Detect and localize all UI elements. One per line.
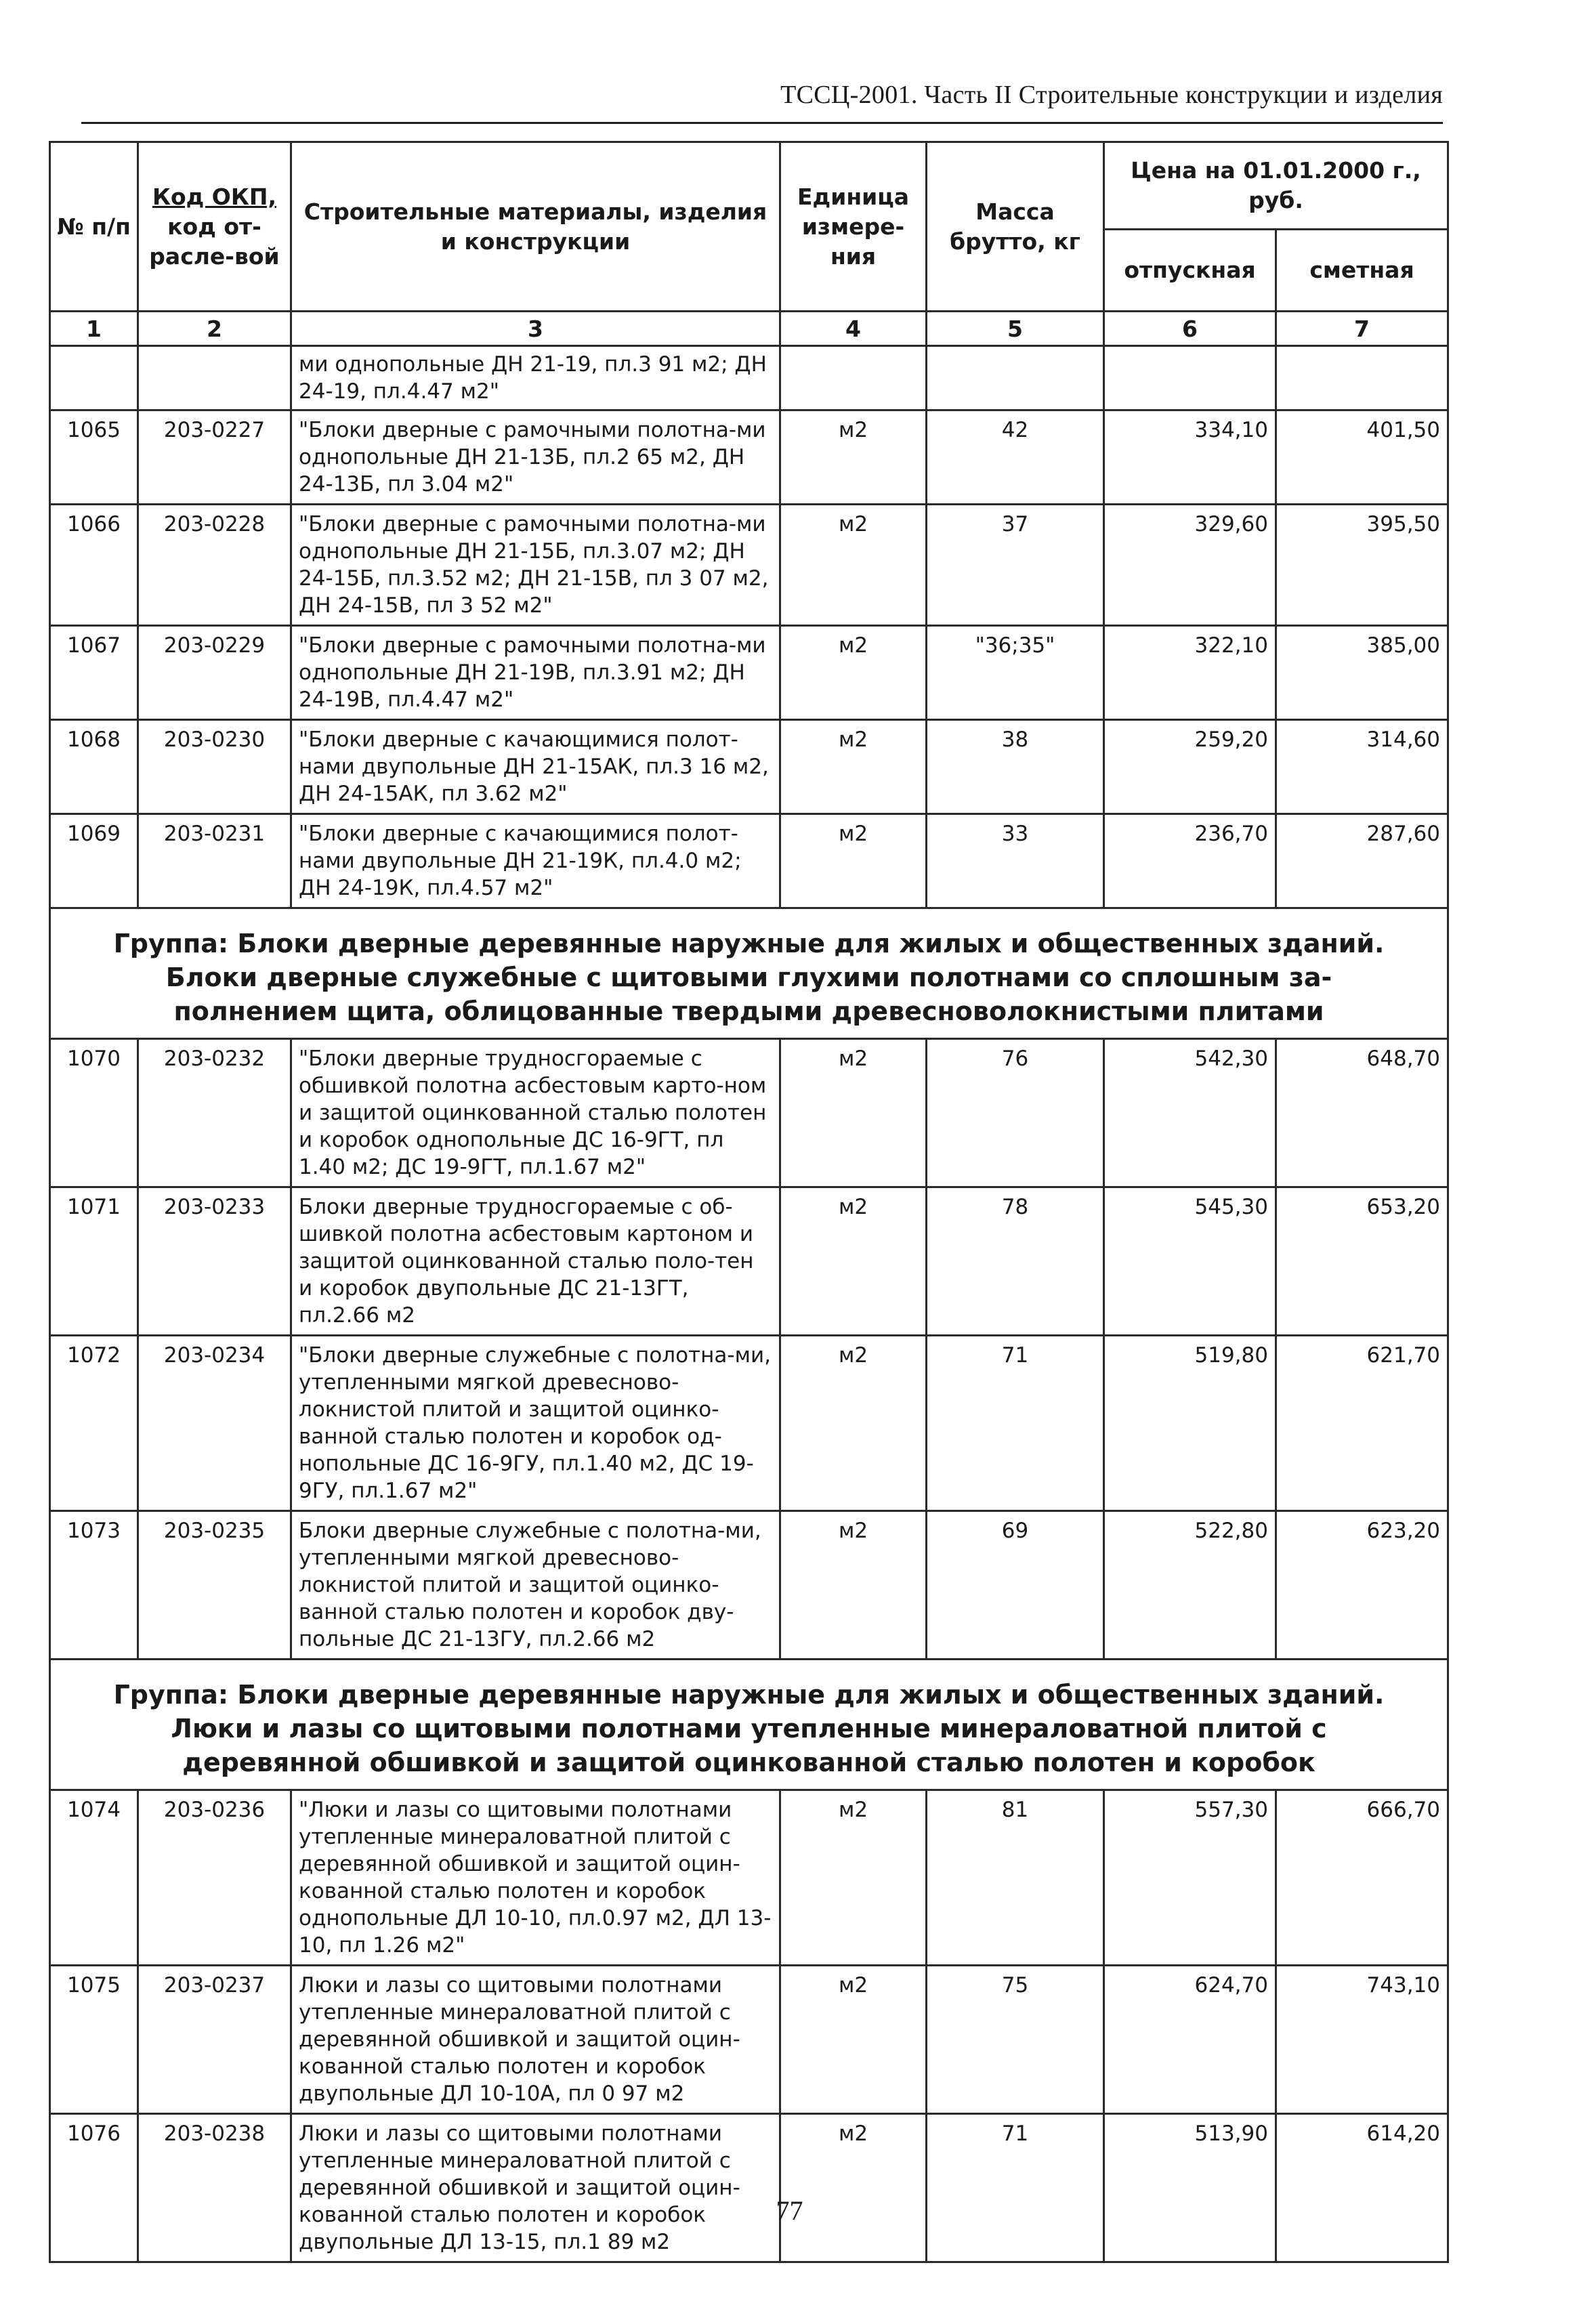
group-heading-line: Группа: Блоки дверные деревянные наружные для жилых и общественных зданий.: [113, 929, 1385, 958]
okp-code: 203-0230: [138, 720, 291, 814]
row-number: 1068: [50, 720, 138, 814]
price-release: 557,30: [1104, 1790, 1276, 1966]
mass: 71: [927, 2114, 1104, 2262]
material-name: "Блоки дверные трудносгораемые с обшивкой полотна асбестовым карто-ном и защитой оцинкованной сталью полотен и коробок однопольные ДС 16-9ГТ, пл 1.40 м2; ДС 19-9ГТ, пл.1.67 м2": [291, 1039, 780, 1187]
mass: 69: [927, 1511, 1104, 1660]
unit: м2: [780, 1511, 927, 1660]
unit: м2: [780, 1187, 927, 1336]
price-release: 236,70: [1104, 814, 1276, 908]
unit: м2: [780, 1966, 927, 2114]
unit: м2: [780, 505, 927, 626]
unit: м2: [780, 410, 927, 505]
material-name: Люки и лазы со щитовыми полотнами утепленные минераловатной плитой с деревянной обшивкой и защитой оцин-кованной сталью полотен и коробок двупольные ДЛ 10-10А, пл 0 97 м2: [291, 1966, 780, 2114]
continuation-text: ми однопольные ДН 21-19, пл.3 91 м2; ДН 24-19, пл.4.47 м2": [291, 346, 780, 410]
row-number: 1072: [50, 1336, 138, 1511]
col-number: 6: [1104, 312, 1276, 346]
mass: 75: [927, 1966, 1104, 2114]
group-heading-line: Блоки дверные служебные с щитовыми глухими полотнами со сплошным за-: [165, 963, 1332, 992]
group-heading-line: Люки и лазы со щитовыми полотнами утепленные минераловатной плитой с: [171, 1714, 1327, 1744]
row-number: 1065: [50, 410, 138, 505]
mass: 71: [927, 1336, 1104, 1511]
price-estimate: 385,00: [1276, 626, 1448, 720]
group-heading-line: Группа: Блоки дверные деревянные наружные для жилых и общественных зданий.: [113, 1680, 1385, 1710]
group-heading: [50, 1660, 1448, 1790]
row-number: 1066: [50, 505, 138, 626]
group-heading-line: полнением щита, облицованные твердыми древесноволокнистыми плитами: [173, 996, 1324, 1026]
table-row: [50, 1336, 1448, 1511]
col-unit-header: Единица измере-ния: [780, 142, 927, 312]
table-row: [50, 410, 1448, 505]
unit: м2: [780, 1039, 927, 1187]
mass: 38: [927, 720, 1104, 814]
continuation-row: [50, 346, 1448, 410]
mass: "36;35": [927, 626, 1104, 720]
price-release: 322,10: [1104, 626, 1276, 720]
material-name: "Люки и лазы со щитовыми полотнами утепленные минераловатной плитой с деревянной обшивкой и защитой оцин-кованной сталью полотен и коробок однопольные ДЛ 10-10, пл.0.97 м2, ДЛ 13-10, пл 1.26 м2": [291, 1790, 780, 1966]
table-row: [50, 1966, 1448, 2114]
price-estimate: 653,20: [1276, 1187, 1448, 1336]
unit: м2: [780, 814, 927, 908]
page-number: 77: [776, 2195, 803, 2226]
col-number: 7: [1276, 312, 1448, 346]
material-name: "Блоки дверные с качающимися полот-нами двупольные ДН 21-15АК, пл.3 16 м2, ДН 24-15АК, пл 3.62 м2": [291, 720, 780, 814]
row-number: 1073: [50, 1511, 138, 1660]
col-okp-header: [138, 142, 291, 312]
price-estimate: 401,50: [1276, 410, 1448, 505]
price-release: 519,80: [1104, 1336, 1276, 1511]
unit: м2: [780, 2114, 927, 2262]
group-heading-line: деревянной обшивкой и защитой оцинкованной сталью полотен и коробок: [182, 1748, 1315, 1777]
group-heading-row: [50, 1660, 1448, 1790]
table-row: [50, 1790, 1448, 1966]
row-number: 1067: [50, 626, 138, 720]
material-name: Блоки дверные трудносгораемые с об-шивкой полотна асбестовым картоном и защитой оцинкованной сталью поло-тен и коробок двупольные ДС 21-13ГТ, пл.2.66 м2: [291, 1187, 780, 1336]
price-release: 545,30: [1104, 1187, 1276, 1336]
material-name: "Блоки дверные с рамочными полотна-ми однопольные ДН 21-15Б, пл.3.07 м2; ДН 24-15Б, пл.3.52 м2; ДН 21-15В, пл 3 07 м2, ДН 24-15В, пл 3 52 м2": [291, 505, 780, 626]
price-release: 329,60: [1104, 505, 1276, 626]
row-number: 1074: [50, 1790, 138, 1966]
table-row: [50, 1187, 1448, 1336]
okp-code: 203-0231: [138, 814, 291, 908]
row-number: 1069: [50, 814, 138, 908]
material-name: "Блоки дверные с качающимися полот-нами двупольные ДН 21-19К, пл.4.0 м2; ДН 24-19К, пл.4.57 м2": [291, 814, 780, 908]
row-number: 1071: [50, 1187, 138, 1336]
okp-code-label: Код ОКП,: [152, 183, 276, 210]
price-estimate: 614,20: [1276, 2114, 1448, 2262]
page-header: [81, 80, 1443, 124]
mass: 76: [927, 1039, 1104, 1187]
okp-code: 203-0234: [138, 1336, 291, 1511]
col-number: 1: [50, 312, 138, 346]
row-number: 1075: [50, 1966, 138, 2114]
header-row-1: [50, 142, 1448, 230]
price-release: 624,70: [1104, 1966, 1276, 2114]
price-estimate: 743,10: [1276, 1966, 1448, 2114]
col-price-release-header: отпускная: [1104, 230, 1276, 312]
group-heading: [50, 908, 1448, 1039]
col-number: 5: [927, 312, 1104, 346]
unit: м2: [780, 1790, 927, 1966]
okp-code: 203-0237: [138, 1966, 291, 2114]
row-number: 1076: [50, 2114, 138, 2262]
mass: 37: [927, 505, 1104, 626]
okp-code: 203-0227: [138, 410, 291, 505]
okp-code: 203-0233: [138, 1187, 291, 1336]
price-estimate: 623,20: [1276, 1511, 1448, 1660]
table-row: [50, 1511, 1448, 1660]
table-row: [50, 505, 1448, 626]
price-release: 259,20: [1104, 720, 1276, 814]
col-number: 2: [138, 312, 291, 346]
table-row: [50, 2114, 1448, 2262]
material-name: "Блоки дверные служебные с полотна-ми, утепленными мягкой древесново-локнистой плитой и защитой оцинко-ванной сталью полотен и коробок од-нопольные ДС 16-9ГУ, пл.1.40 м2, ДС 19-9ГУ, пл.1.67 м2": [291, 1336, 780, 1511]
price-estimate: 621,70: [1276, 1336, 1448, 1511]
okp-code: 203-0228: [138, 505, 291, 626]
price-estimate: 395,50: [1276, 505, 1448, 626]
column-number-row: [50, 312, 1448, 346]
okp-sub-label: код от-расле-вой: [149, 213, 280, 270]
col-number: 4: [780, 312, 927, 346]
okp-code: 203-0229: [138, 626, 291, 720]
material-name: "Блоки дверные с рамочными полотна-ми однопольные ДН 21-13Б, пл.2 65 м2, ДН 24-13Б, пл 3.04 м2": [291, 410, 780, 505]
col-name-header: Строительные материалы, изделия и конструкции: [291, 142, 780, 312]
col-price-estimate-header: сметная: [1276, 230, 1448, 312]
unit: м2: [780, 720, 927, 814]
price-estimate: 648,70: [1276, 1039, 1448, 1187]
unit: м2: [780, 1336, 927, 1511]
table-row: [50, 1039, 1448, 1187]
table-row: [50, 814, 1448, 908]
mass: 81: [927, 1790, 1104, 1966]
material-name: "Блоки дверные с рамочными полотна-ми однопольные ДН 21-19В, пл.3.91 м2; ДН 24-19В, пл.4.47 м2": [291, 626, 780, 720]
price-release: 513,90: [1104, 2114, 1276, 2262]
table-row: [50, 720, 1448, 814]
mass: 42: [927, 410, 1104, 505]
price-release: 334,10: [1104, 410, 1276, 505]
table-row: [50, 626, 1448, 720]
material-name: Блоки дверные служебные с полотна-ми, утепленными мягкой древесново-локнистой плитой и защитой оцинко-ванной сталью полотен и коробок дву-польные ДС 21-13ГУ, пл.2.66 м2: [291, 1511, 780, 1660]
col-no-header: № п/п: [50, 142, 138, 312]
okp-code: 203-0235: [138, 1511, 291, 1660]
okp-code: 203-0232: [138, 1039, 291, 1187]
unit: м2: [780, 626, 927, 720]
group-heading-row: [50, 908, 1448, 1039]
mass: 33: [927, 814, 1104, 908]
row-number: 1070: [50, 1039, 138, 1187]
price-release: 542,30: [1104, 1039, 1276, 1187]
price-release: 522,80: [1104, 1511, 1276, 1660]
col-number: 3: [291, 312, 780, 346]
material-name: Люки и лазы со щитовыми полотнами утепленные минераловатной плитой с деревянной обшивкой и защитой оцин-кованной сталью полотен и коробок двупольные ДЛ 13-15, пл.1 89 м2: [291, 2114, 780, 2262]
price-estimate: 666,70: [1276, 1790, 1448, 1966]
okp-code: 203-0238: [138, 2114, 291, 2262]
mass: 78: [927, 1187, 1104, 1336]
col-price-header: Цена на 01.01.2000 г., руб.: [1104, 142, 1448, 230]
price-estimate: 314,60: [1276, 720, 1448, 814]
header-title: ТССЦ-2001. Часть II Строительные конструкции и изделия: [780, 81, 1443, 109]
col-mass-header: Масса брутто, кг: [927, 142, 1104, 312]
price-estimate: 287,60: [1276, 814, 1448, 908]
okp-code: 203-0236: [138, 1790, 291, 1966]
price-table: [49, 141, 1449, 2263]
